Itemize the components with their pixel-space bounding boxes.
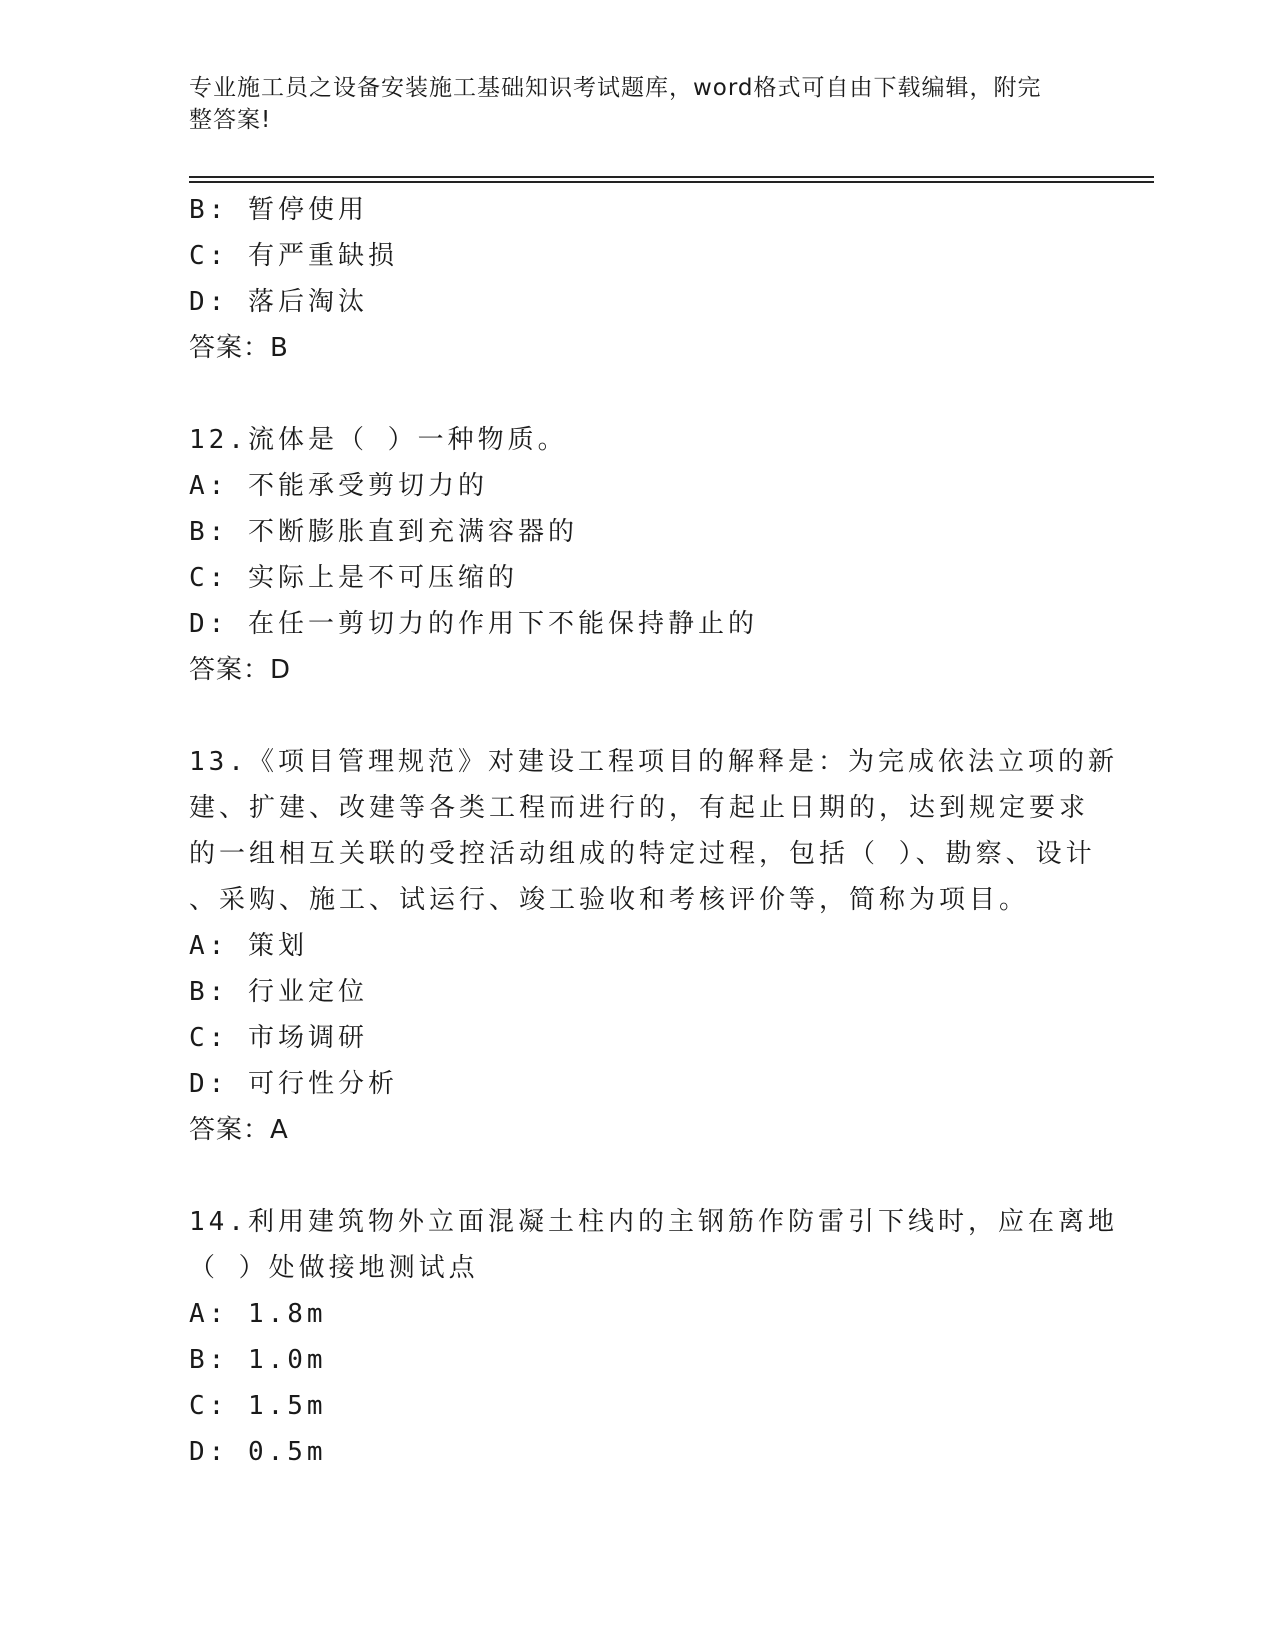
- question-list: [189, 187, 1118, 1475]
- spacer: [189, 693, 1089, 739]
- question-stem: 12.流体是（ ）一种物质。: [189, 425, 568, 455]
- option-b: B: 不断膨胀直到充满容器的: [189, 517, 578, 547]
- spacer: [189, 371, 1089, 417]
- header-divider-top: [189, 176, 1154, 178]
- option-d: D: 在任一剪切力的作用下不能保持静止的: [189, 609, 758, 639]
- option-c: C: 市场调研: [189, 1023, 368, 1053]
- option-d: D: 落后淘汰: [189, 287, 368, 317]
- question-stem-line-2: （ ）处做接地测试点: [189, 1253, 479, 1283]
- question-14: [189, 1199, 1118, 1475]
- answer-line: 答案：D: [189, 655, 292, 685]
- question-stem-line-1: 13.《项目管理规范》对建设工程项目的解释是：为完成依法立项的新: [189, 747, 1118, 777]
- question-13: [189, 739, 1118, 1153]
- header-title-line-1: 专业施工员之设备安装施工基础知识考试题库，word格式可自由下载编辑，附完: [189, 75, 1042, 101]
- header-title-line-2: 整答案!: [189, 107, 272, 133]
- header-divider-bottom: [189, 181, 1154, 183]
- question-stem-line-4: 、采购、施工、试运行、竣工验收和考核评价等，简称为项目。: [189, 885, 1030, 915]
- spacer: [189, 1153, 1089, 1199]
- answer-line: 答案：B: [189, 333, 289, 363]
- question-stem-line-2: 建、扩建、改建等各类工程而进行的，有起止日期的，达到规定要求: [189, 793, 1090, 823]
- answer-line: 答案：A: [189, 1115, 289, 1145]
- option-d: D: 0.5m: [189, 1437, 327, 1467]
- option-d: D: 可行性分析: [189, 1069, 398, 1099]
- option-b: B: 暂停使用: [189, 195, 368, 225]
- question-stem-line-1: 14.利用建筑物外立面混凝土柱内的主钢筋作防雷引下线时，应在离地: [189, 1207, 1118, 1237]
- option-a: A: 1.8m: [189, 1299, 327, 1329]
- option-a: A: 策划: [189, 931, 308, 961]
- option-a: A: 不能承受剪切力的: [189, 471, 488, 501]
- option-c: C: 有严重缺损: [189, 241, 398, 271]
- option-c: C: 实际上是不可压缩的: [189, 563, 518, 593]
- question-12: [189, 417, 1089, 693]
- option-b: B: 行业定位: [189, 977, 368, 1007]
- option-b: B: 1.0m: [189, 1345, 327, 1375]
- question-11-continued: [189, 187, 1089, 371]
- document-header: [189, 72, 1069, 136]
- question-stem-line-3: 的一组相互关联的受控活动组成的特定过程，包括（ ）、勘察、设计: [189, 839, 1096, 869]
- option-c: C: 1.5m: [189, 1391, 327, 1421]
